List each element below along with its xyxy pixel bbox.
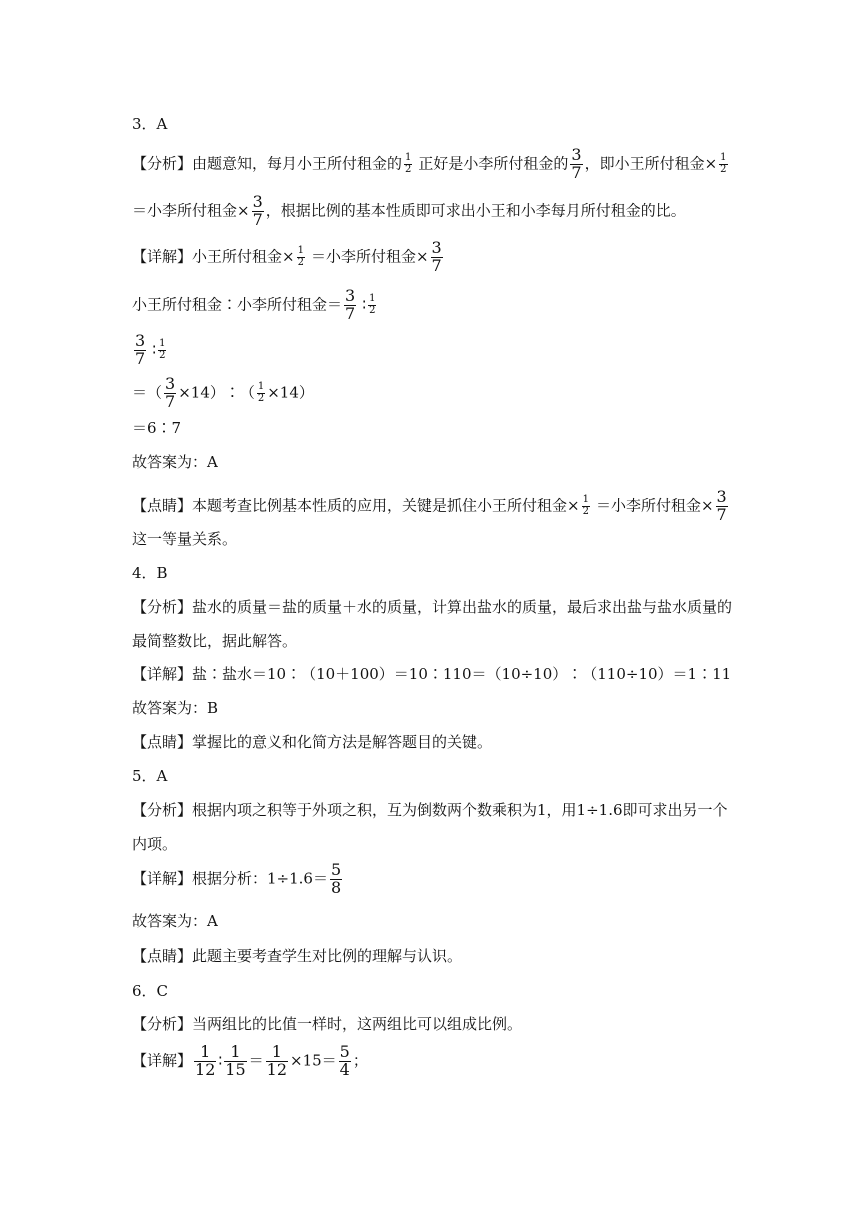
q5-comment: 【点睛】此题主要考查学生对比例的理解与认识。 [132,947,463,965]
semicolon: ； [352,1051,368,1070]
q5-detail [132,862,344,897]
q3-analysis-line1 [132,147,730,182]
q3-comment-text-b: ＝小李所付租金× [595,496,714,515]
times-fifteen: ×15＝ [290,1051,337,1070]
q4-answer: 故答案为：B [132,699,219,717]
q3-analysis-text-c: ，即小王所付租金× [584,154,718,173]
q6-detail [132,1044,368,1079]
equals-sign: ＝ [248,1051,264,1070]
fraction-one-half: $\frac{1}{2}$ [159,338,166,361]
fraction-three-sevenths: $\frac{3}{7}$ [165,374,176,411]
q3-detail-text-d: ＝（ [132,383,163,402]
q3-detail-text-e: ×14）∶（ [178,383,255,402]
q3-analysis-text-b: 正好是小李所付租金的 [418,154,569,173]
q4-title: 4．B [132,564,168,582]
q3-comment-text-a: 【点睛】本题考查比例基本性质的应用，关键是抓住小王所付租金× [132,496,580,515]
ratio-colon: ∶ [218,1051,223,1070]
q5-detail-text: 【详解】根据分析：1÷1.6＝ [132,869,328,888]
q6-title: 6．C [132,982,169,1000]
q4-detail: 【详解】盐∶盐水＝10∶（10＋100）＝10∶110＝（10÷10）∶（110÷10）＝1∶11 [132,665,732,683]
fraction-three-sevenths: $\frac{3}{7}$ [135,331,146,368]
q5-analysis-line2: 内项。 [132,835,178,853]
fraction-three-sevenths: $\frac{3}{7}$ [716,487,727,524]
fraction-one-half: $\frac{1}{2}$ [582,494,589,517]
fraction-one-half: $\frac{1}{2}$ [720,152,727,175]
q3-detail-text-f: ×14） [267,383,314,402]
fraction-one-half: $\frac{1}{2}$ [405,152,412,175]
fraction-three-sevenths: $\frac{3}{7}$ [252,192,263,229]
fraction-five-eighths: $\frac{5}{8}$ [330,860,342,897]
fraction-one-half: $\frac{1}{2}$ [369,293,376,316]
q3-analysis-text-d: ＝小李所付租金× [132,201,250,220]
q6-detail-label: 【详解】 [132,1051,193,1070]
q3-detail-line5: ＝6∶7 [132,419,182,437]
q3-detail-text-b: ＝小李所付租金× [310,247,429,266]
q5-title: 5．A [132,767,168,785]
q3-analysis-line2 [132,194,686,229]
fraction-one-half: $\frac{1}{2}$ [297,245,304,268]
fraction-three-sevenths: $\frac{3}{7}$ [571,145,582,182]
fraction-three-sevenths: $\frac{3}{7}$ [431,238,442,275]
fraction-one-twelfth: $\frac{1}{12}$ [266,1042,288,1079]
q6-analysis: 【分析】当两组比的比值一样时，这两组比可以组成比例。 [132,1015,523,1033]
q3-analysis-text-e: ，根据比例的基本性质即可求出小王和小李每月所付租金的比。 [265,201,686,220]
q3-comment-line2: 这一等量关系。 [132,530,238,548]
q3-detail-line2 [132,288,378,323]
fraction-one-twelfth: $\frac{1}{12}$ [195,1042,216,1079]
q4-comment: 【点睛】掌握比的意义和化简方法是解答题目的关键。 [132,733,493,751]
q4-analysis-line2: 最简整数比，据此解答。 [132,632,298,650]
q5-answer: 故答案为：A [132,912,218,930]
fraction-three-sevenths: $\frac{3}{7}$ [345,286,356,323]
fraction-five-fourths: $\frac{5}{4}$ [339,1042,350,1079]
q3-comment-line1 [132,489,730,524]
q3-title: 3．A [132,115,168,133]
fraction-one-half: $\frac{1}{2}$ [257,381,265,404]
ratio-colon: ∶ [152,340,157,359]
q3-detail-text-c: 小王所付租金∶小李所付租金＝ [132,295,343,314]
q3-detail-line3 [132,333,168,368]
fraction-one-fifteenth: $\frac{1}{15}$ [225,1042,246,1079]
q3-answer: 故答案为：A [132,453,218,471]
q3-detail-text-a: 【详解】小王所付租金× [132,247,295,266]
ratio-colon: ∶ [362,295,367,314]
q3-analysis-text-a: 【分析】由题意知，每月小王所付租金的 [132,154,403,173]
q3-detail-line1 [132,240,445,275]
q5-analysis-line1: 【分析】根据内项之积等于外项之积，互为倒数两个数乘积为1，用1÷1.6即可求出另一个 [132,801,728,819]
q4-analysis-line1: 【分析】盐水的质量＝盐的质量＋水的质量，计算出盐水的质量，最后求出盐与盐水质量的 [132,598,733,616]
q3-detail-line4 [132,376,314,411]
